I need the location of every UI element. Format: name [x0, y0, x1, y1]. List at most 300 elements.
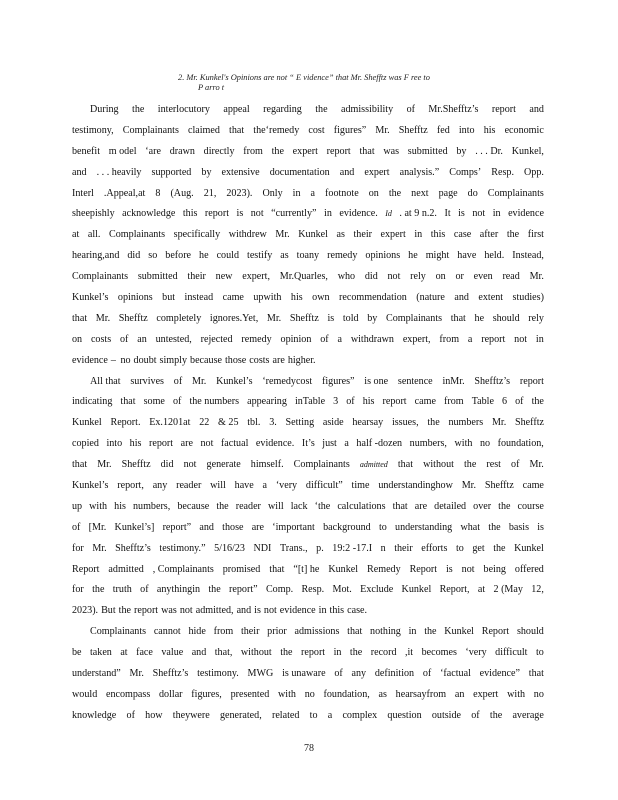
text-segment: report [491, 104, 516, 115]
text-segment: to [378, 521, 387, 533]
text-segment: admitted [108, 563, 144, 575]
text-segment: did [160, 459, 174, 471]
text-segment: as [378, 688, 387, 700]
text-segment: Mr. [375, 124, 390, 136]
text-line [72, 706, 544, 727]
text-segment: outside [431, 709, 462, 721]
text-segment: a [262, 480, 267, 492]
text-segment: NDI [253, 542, 272, 554]
section-heading [178, 73, 558, 93]
text-segment: figures, [191, 688, 222, 700]
text-segment: 6 [502, 396, 508, 408]
text-segment: are [251, 521, 265, 533]
text-segment: remedy [241, 333, 272, 345]
text-segment: footnote [325, 187, 359, 199]
text-segment: prior [267, 626, 287, 638]
text-segment: “currently” [271, 208, 317, 220]
text-segment: the [489, 709, 503, 721]
text-segment: testimony, [72, 124, 114, 136]
text-segment: ‘remedycost [262, 375, 313, 387]
text-segment: sentence [397, 375, 433, 387]
text-segment: Complainants [90, 626, 147, 638]
text-segment: Mr. [191, 375, 207, 387]
text-segment: admissibility [341, 104, 394, 115]
text-segment: a [467, 333, 473, 345]
text-segment: remedy [327, 250, 358, 262]
text-segment: ‘very [465, 647, 487, 659]
text-segment: Kunkel [444, 626, 474, 638]
text-segment: report [134, 605, 159, 617]
text-segment: be [72, 647, 82, 659]
text-segment: directly [203, 145, 235, 157]
text-segment: in [324, 208, 332, 220]
text-line [72, 330, 544, 351]
text-segment: without [423, 459, 454, 471]
text-segment: and [72, 166, 87, 178]
text-segment: Resp. [301, 584, 325, 596]
text-segment: “[t] he [293, 563, 320, 575]
text-segment: he [474, 312, 485, 324]
text-segment: difficult [495, 647, 528, 659]
text-segment: to [455, 542, 464, 554]
text-segment: , Complainants [152, 563, 214, 575]
text-segment: is one [364, 375, 389, 387]
text-segment: of [173, 375, 183, 387]
text-segment: ‘are [145, 145, 161, 157]
text-line [72, 476, 544, 497]
text-segment: of [119, 333, 129, 345]
text-segment: indicating [72, 396, 113, 408]
text-segment: Complainants [385, 312, 443, 324]
text-segment: 2023). [226, 187, 253, 199]
text-segment: instead [184, 292, 214, 304]
text-segment: question [387, 709, 422, 721]
text-segment: the [506, 229, 520, 241]
text-line [72, 372, 544, 393]
text-segment: is [254, 605, 261, 617]
text-segment: ‘factual [440, 668, 471, 680]
text-segment: is [327, 312, 335, 324]
text-segment: (Aug. [170, 187, 194, 199]
text-segment: in [535, 333, 544, 345]
text-segment: untested, [155, 333, 192, 345]
text-segment: inTable [294, 396, 326, 408]
text-segment: report [481, 333, 506, 345]
text-segment: those [224, 354, 247, 366]
text-segment: Mr. [129, 668, 144, 680]
text-segment: reader [176, 480, 202, 492]
text-segment: are [180, 438, 193, 450]
text-segment: after [479, 229, 499, 241]
page-number: 78 [304, 743, 314, 754]
text-segment: and [339, 166, 355, 178]
text-segment: understand” [72, 668, 121, 680]
text-segment: average [512, 709, 544, 721]
text-segment: calculations [337, 500, 386, 512]
text-segment: admissions [294, 626, 340, 638]
text-segment: report [301, 647, 326, 659]
text-segment: . . . heavily [96, 166, 142, 178]
text-segment: Mr. [491, 417, 507, 429]
text-line [72, 121, 544, 142]
text-segment: Kunkel’s [216, 375, 253, 387]
text-segment: sheepishly [72, 208, 115, 220]
text-segment: foundation, [323, 688, 370, 700]
text-segment: costs [249, 354, 270, 366]
text-segment: that [450, 312, 466, 324]
text-segment: of [72, 521, 81, 533]
text-segment: encompass [105, 688, 151, 700]
text-segment: generate [206, 459, 241, 471]
text-segment: drawn [169, 145, 195, 157]
text-segment: their [187, 271, 206, 283]
text-segment: that [269, 563, 285, 575]
text-segment: the [424, 626, 437, 638]
text-segment: supported [151, 166, 192, 178]
text-segment: costs [90, 333, 112, 345]
text-segment: Mr.Shefftz’s [428, 104, 479, 115]
text-segment: generated, [219, 709, 262, 721]
text-segment: next [411, 187, 429, 199]
text-segment: detailed [434, 500, 467, 512]
text-segment: understanding [395, 521, 453, 533]
text-segment: as [336, 229, 345, 241]
text-segment: evidence. [255, 438, 295, 450]
text-segment: lack [290, 500, 308, 512]
text-segment: by [367, 312, 378, 324]
text-segment: figures” [321, 375, 355, 387]
text-segment: inMr. [442, 375, 465, 387]
text-segment: complex [342, 709, 378, 721]
text-segment: Table [471, 396, 494, 408]
text-segment: testimony. [197, 668, 239, 680]
text-line [72, 392, 544, 413]
text-segment: Complainants [122, 124, 179, 136]
text-segment: 19:2 -17.I [332, 542, 373, 554]
text-segment: the [271, 145, 284, 157]
text-segment: Shefftz’s [115, 542, 151, 554]
text-segment: Report [72, 563, 100, 575]
text-segment: at [72, 229, 80, 241]
text-segment: his [129, 438, 142, 450]
text-segment: becomes [421, 647, 457, 659]
text-segment: just [322, 438, 337, 450]
text-segment: report” [229, 584, 258, 596]
text-segment: as [280, 250, 289, 262]
text-segment: because [190, 354, 222, 366]
text-segment: and [529, 104, 544, 115]
text-segment: numbers [448, 417, 484, 429]
text-segment: not [387, 271, 401, 283]
text-segment: anythingin [156, 584, 201, 596]
section-heading-line-1: 2. Mr. Kunkel's Opinions are not “ E vidence” that Mr. Shefftz was F ree to [178, 73, 430, 82]
text-segment: on [368, 187, 379, 199]
text-segment: claimed [187, 124, 220, 136]
text-segment: hearing,and [72, 250, 120, 262]
text-segment: aside [322, 417, 344, 429]
text-segment: with [507, 688, 526, 700]
text-segment: nothing [370, 626, 401, 638]
text-segment: Report, [439, 584, 470, 596]
text-segment: Mr.Quarles, [279, 271, 328, 283]
text-segment: those [222, 521, 244, 533]
text-segment: Mr. [97, 459, 112, 471]
text-segment: get [472, 542, 485, 554]
text-segment: Kunkel [298, 229, 328, 241]
text-segment: should [492, 312, 520, 324]
text-segment: Resp. [491, 166, 514, 178]
text-segment: being [483, 563, 506, 575]
text-segment: could [216, 250, 240, 262]
text-segment: no [479, 438, 491, 450]
text-segment: the [92, 584, 105, 596]
text-segment: hide [188, 626, 206, 638]
text-segment: his [290, 292, 303, 304]
text-segment: this [430, 229, 446, 241]
text-segment: numbers, [132, 500, 171, 512]
text-segment: 8 [155, 187, 161, 199]
text-segment: up [72, 500, 83, 512]
text-segment: truth [112, 584, 132, 596]
text-segment: m odel [108, 145, 137, 157]
text-segment: Setting [285, 417, 315, 429]
text-segment: would [72, 688, 98, 700]
text-segment: Kunkel’s [72, 292, 109, 304]
text-segment: was [161, 605, 177, 617]
text-segment: ‘important [272, 521, 315, 533]
text-segment: survives [130, 375, 164, 387]
text-segment: admitted [359, 460, 388, 470]
text-segment: so [148, 250, 158, 262]
text-segment: came [222, 292, 244, 304]
text-segment: of [172, 396, 182, 408]
text-segment: to [535, 647, 544, 659]
text-segment: this [329, 605, 345, 617]
text-segment: All that [90, 375, 121, 387]
text-segment: are [272, 354, 285, 366]
text-segment: opinions [117, 292, 153, 304]
text-segment: the [280, 647, 293, 659]
text-segment: came [522, 480, 544, 492]
text-segment: economic [504, 124, 544, 136]
text-segment: expert [364, 166, 390, 178]
text-segment: 22 [199, 417, 210, 429]
text-segment: but [162, 292, 176, 304]
text-segment: dollar [159, 688, 183, 700]
text-segment: first [527, 229, 544, 241]
text-segment: of [422, 668, 432, 680]
text-segment: knowledge [72, 709, 117, 721]
text-segment: related [271, 709, 300, 721]
text-segment: no [304, 688, 315, 700]
text-segment: expert [380, 229, 406, 241]
text-line [72, 497, 544, 518]
text-segment: studies) [512, 292, 544, 304]
text-segment: numbers, [409, 438, 447, 450]
text-segment: an [454, 688, 465, 700]
text-segment: the [216, 500, 229, 512]
text-segment: did [364, 271, 378, 283]
text-segment: with [278, 688, 296, 700]
text-segment: told [342, 312, 359, 324]
text-segment: at [477, 584, 486, 596]
text-segment: is [537, 521, 544, 533]
text-segment: an [137, 333, 147, 345]
text-segment: evidence [72, 354, 108, 366]
text-line [72, 184, 544, 205]
text-segment: Kunkel, [511, 145, 544, 157]
text-line [72, 580, 544, 601]
text-segment: all. [87, 229, 101, 241]
text-segment: rejected [200, 333, 233, 345]
text-segment: is [446, 563, 453, 575]
text-segment: (nature [416, 292, 445, 304]
text-segment: fed [436, 124, 450, 136]
text-segment: simply [159, 354, 188, 366]
text-segment: evidence [508, 208, 544, 220]
text-line [72, 455, 544, 476]
text-segment: the [388, 187, 402, 199]
text-segment: the [118, 605, 132, 617]
text-segment: that [229, 124, 245, 136]
text-segment: the [315, 104, 328, 115]
text-segment: is [236, 208, 244, 220]
text-segment: During [90, 104, 119, 115]
text-segment: into [106, 438, 123, 450]
text-segment: withdrew [228, 229, 267, 241]
text-segment: documentation [269, 166, 330, 178]
text-segment: appeal [223, 104, 250, 115]
text-segment: n [380, 542, 386, 554]
text-segment: and [236, 605, 252, 617]
text-segment: and [454, 292, 469, 304]
text-line [72, 100, 544, 121]
text-segment: Shefftz’s [152, 668, 189, 680]
text-segment: copied [72, 438, 99, 450]
text-line [72, 601, 544, 622]
text-segment: Only [262, 187, 283, 199]
text-segment: analysis.” [399, 166, 440, 178]
text-segment: admitted, [195, 605, 234, 617]
text-segment: promised [222, 563, 261, 575]
text-segment: in [318, 605, 327, 617]
text-line [72, 643, 544, 664]
text-segment: p. [316, 542, 324, 554]
text-segment: of [406, 104, 415, 115]
text-segment: Kunkel [72, 417, 102, 429]
text-segment: background [323, 521, 371, 533]
text-segment: 2 (May [493, 584, 523, 596]
text-segment: not [179, 605, 193, 617]
text-segment: a [327, 709, 333, 721]
text-segment: ,it [404, 647, 414, 659]
text-segment: understandinghow [378, 480, 453, 492]
text-segment: rely [528, 312, 544, 324]
text-segment: ‘very [275, 480, 298, 492]
text-segment: Shefftz [289, 312, 319, 324]
text-segment: recommendation [339, 292, 407, 304]
text-segment: the [463, 459, 477, 471]
text-segment: will [267, 500, 284, 512]
text-segment: Report [409, 563, 438, 575]
text-segment: that [397, 459, 414, 471]
text-segment: withdrawn [350, 333, 394, 345]
text-segment: 2023). [72, 605, 99, 617]
text-segment: from [243, 145, 263, 157]
text-segment: . . . Dr. [475, 145, 503, 157]
text-segment: he [408, 250, 418, 262]
text-segment: or [455, 271, 464, 283]
text-segment: with [454, 438, 473, 450]
text-segment: report” [162, 521, 192, 533]
text-segment: report [148, 438, 174, 450]
text-segment: acknowledge [122, 208, 176, 220]
text-segment: Interl [72, 187, 94, 199]
text-segment: not [200, 438, 214, 450]
text-segment: expert [292, 145, 318, 157]
text-segment: extensive [221, 166, 260, 178]
text-segment: half -dozen [356, 438, 403, 450]
text-segment: regarding [263, 104, 302, 115]
text-segment: for [72, 542, 84, 554]
text-segment: not [250, 208, 264, 220]
text-segment: Shefftz [118, 312, 148, 324]
text-segment: of [515, 396, 524, 408]
text-segment: rely [410, 271, 426, 283]
text-segment: on [435, 271, 446, 283]
text-segment: benefit [72, 145, 101, 157]
text-segment: appearing [247, 396, 287, 408]
text-segment: that [392, 500, 408, 512]
text-segment: the [349, 647, 363, 659]
text-line [72, 309, 544, 330]
text-segment: submitted [137, 271, 178, 283]
text-segment: value [161, 647, 184, 659]
text-segment: of [334, 668, 343, 680]
text-segment: any [152, 480, 168, 492]
text-segment: report, [117, 480, 144, 492]
text-segment: 21, [203, 187, 217, 199]
text-segment: some [143, 396, 165, 408]
text-segment: Complainants [487, 187, 544, 199]
text-segment: Mr. [461, 480, 477, 492]
text-segment: is unaware [282, 668, 326, 680]
text-segment: taken [90, 647, 112, 659]
text-segment: is [458, 208, 465, 220]
text-segment: It’s [301, 438, 315, 450]
text-segment: efforts [421, 542, 448, 554]
text-segment: Instead, [512, 250, 544, 262]
text-segment: not [472, 208, 486, 220]
text-segment: because [177, 500, 210, 512]
text-segment: will [210, 480, 226, 492]
text-segment: 3 [333, 396, 339, 408]
text-segment: not [461, 563, 475, 575]
text-segment: at [120, 647, 128, 659]
text-segment: MWG [247, 668, 274, 680]
text-segment: that [120, 396, 136, 408]
text-segment: submitted [407, 145, 448, 157]
text-segment: do [467, 187, 478, 199]
text-segment: the [208, 584, 221, 596]
text-segment: new [215, 271, 233, 283]
text-segment: Mr. [529, 271, 544, 283]
text-line [72, 518, 544, 539]
text-segment: tbl. [247, 417, 261, 429]
text-segment: before [165, 250, 192, 262]
text-segment: report [326, 145, 351, 157]
text-segment: the [498, 500, 511, 512]
